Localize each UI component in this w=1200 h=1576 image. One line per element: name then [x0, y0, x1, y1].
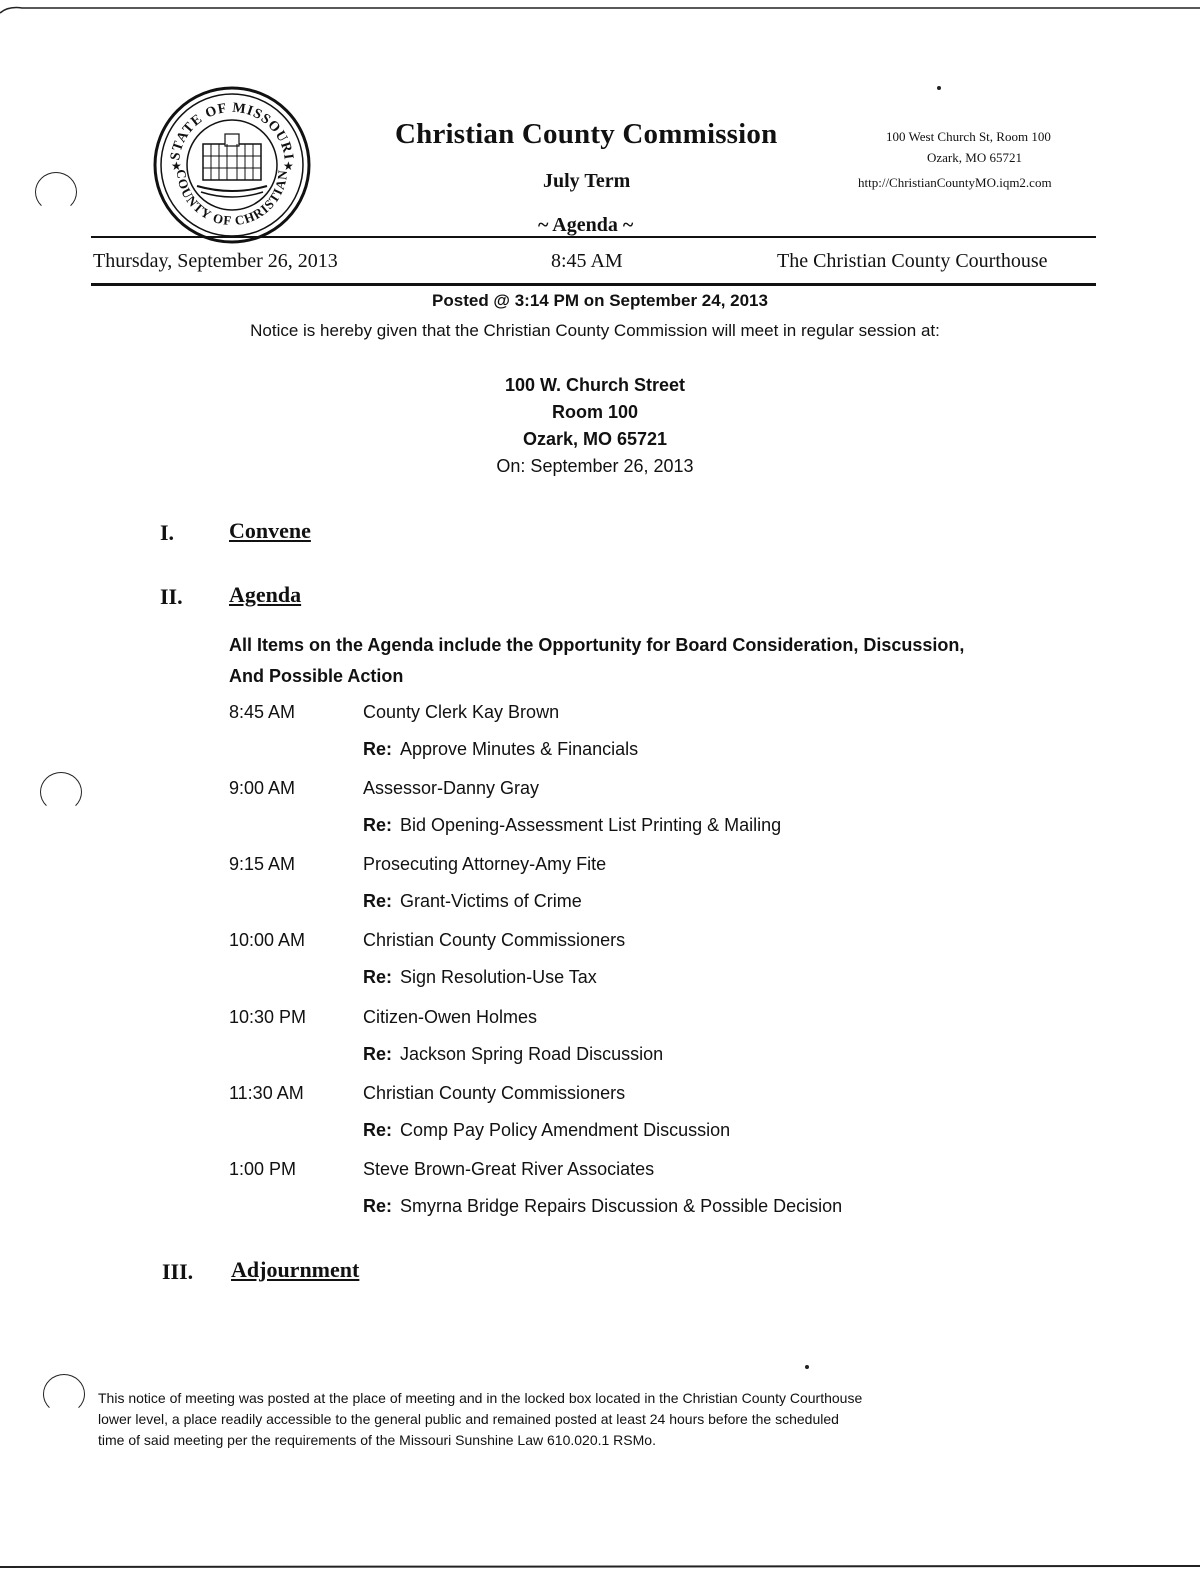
agenda-item [229, 778, 989, 854]
footer-line: lower level, a place readily accessible to the general public and remained posted at least 24 hours before the scheduled [98, 1411, 839, 1427]
agenda-item-subject [363, 1120, 730, 1141]
svg-text:COUNTY OF CHRISTIAN: COUNTY OF CHRISTIAN [173, 168, 291, 229]
agenda-item-time: 10:00 AM [229, 930, 306, 950]
agenda-item-subject [363, 1196, 842, 1217]
address-line-1: 100 West Church St, Room 100 [886, 129, 1051, 144]
location-city: Ozark, MO 65721 [522, 429, 668, 449]
agenda-item-time: 9:00 AM [229, 778, 296, 798]
re-label: Re: [363, 1196, 393, 1216]
agenda-heading: ~ Agenda ~ [538, 214, 634, 236]
agenda-item-presenter: Christian County Commissioners [363, 930, 626, 950]
agenda-item-subject [363, 967, 597, 988]
agenda-item-subject-text: Bid Opening-Assessment List Printing & Mailing [400, 815, 782, 835]
footer-line: time of said meeting per the requirements of the Missouri Sunshine Law 610.020.1 RSMo. [98, 1432, 656, 1448]
scan-edge-bottom [0, 1558, 1200, 1576]
section-title-convene: Convene [229, 518, 311, 543]
meeting-time: 8:45 AM [551, 250, 623, 272]
section-title-agenda: Agenda [229, 582, 302, 607]
header-rule-bottom [91, 283, 1096, 286]
agenda-item-subject [363, 891, 582, 912]
re-label: Re: [363, 739, 393, 759]
meeting-date: Thursday, September 26, 2013 [93, 250, 338, 272]
punch-hole-middle [40, 772, 82, 812]
section-title-adjournment: Adjournment [231, 1257, 360, 1282]
re-label: Re: [363, 891, 393, 911]
scan-edge-top [0, 0, 1200, 14]
agenda-item-subject-text: Grant-Victims of Crime [400, 891, 582, 911]
section-numeral: I. [160, 520, 175, 545]
svg-text:★: ★ [283, 159, 294, 173]
agenda-item-subject-text: Sign Resolution-Use Tax [400, 967, 597, 987]
agenda-item [229, 1007, 989, 1083]
section-numeral: III. [162, 1259, 194, 1284]
svg-text:STATE OF MISSOURI: STATE OF MISSOURI [168, 100, 296, 162]
agenda-item-subject-text: Approve Minutes & Financials [400, 739, 639, 759]
agenda-item [229, 854, 989, 930]
meeting-on-date: On: September 26, 2013 [496, 456, 694, 476]
page-title: Christian County Commission [395, 118, 778, 150]
agenda-item [229, 702, 989, 778]
punch-hole-top [35, 172, 77, 212]
agenda-intro-line: All Items on the Agenda include the Opportunity for Board Consideration, Discussion, [229, 635, 965, 655]
re-label: Re: [363, 1120, 393, 1140]
agenda-item-presenter: Steve Brown-Great River Associates [363, 1159, 655, 1179]
agenda-intro [229, 630, 1049, 692]
scan-speck [937, 86, 941, 90]
agenda-item-subject [363, 739, 638, 760]
re-label: Re: [363, 967, 393, 987]
agenda-item-subject-text: Smyrna Bridge Repairs Discussion & Possible Decision [400, 1196, 843, 1216]
notice-text: Notice is hereby given that the Christian County Commission will meet in regular session at: [250, 321, 940, 340]
agenda-intro-line: And Possible Action [229, 666, 404, 686]
agenda-item-presenter: Christian County Commissioners [363, 1083, 626, 1103]
county-seal-logo [153, 86, 311, 244]
posting-notice-footer [98, 1388, 1058, 1451]
posted-timestamp: Posted @ 3:14 PM on September 24, 2013 [432, 291, 768, 310]
website-link[interactable]: http://ChristianCountyMO.iqm2.com [858, 175, 1052, 190]
agenda-item-subject [363, 1044, 663, 1065]
agenda-item-time: 10:30 PM [229, 1007, 307, 1027]
re-label: Re: [363, 815, 393, 835]
location-street: 100 W. Church Street [504, 375, 686, 395]
agenda-item-subject [363, 815, 781, 836]
agenda-item-presenter: Citizen-Owen Holmes [363, 1007, 538, 1027]
term-label: July Term [543, 170, 631, 192]
agenda-item-presenter: County Clerk Kay Brown [363, 702, 560, 722]
punch-hole-bottom [43, 1374, 85, 1414]
agenda-item-time: 9:15 AM [229, 854, 296, 874]
agenda-item-time: 1:00 PM [229, 1159, 297, 1179]
agenda-item [229, 1083, 989, 1159]
header-rule-top [91, 236, 1096, 238]
agenda-item-subject-text: Comp Pay Policy Amendment Discussion [400, 1120, 731, 1140]
svg-text:★: ★ [171, 159, 182, 173]
location-room: Room 100 [551, 402, 639, 422]
footer-line: This notice of meeting was posted at the place of meeting and in the locked box located in the Christian County Courthouse [98, 1390, 863, 1406]
agenda-item-time: 11:30 AM [229, 1083, 304, 1103]
meeting-place: The Christian County Courthouse [777, 250, 1048, 272]
section-numeral: II. [160, 584, 183, 609]
scan-speck [805, 1365, 809, 1369]
agenda-item-subject-text: Jackson Spring Road Discussion [400, 1044, 664, 1064]
agenda-item-presenter: Prosecuting Attorney-Amy Fite [363, 854, 607, 874]
agenda-item [229, 930, 989, 1006]
agenda-item-presenter: Assessor-Danny Gray [363, 778, 540, 798]
agenda-item [229, 1159, 989, 1235]
agenda-item-time: 8:45 AM [229, 702, 296, 722]
re-label: Re: [363, 1044, 393, 1064]
address-line-2: Ozark, MO 65721 [927, 150, 1022, 165]
